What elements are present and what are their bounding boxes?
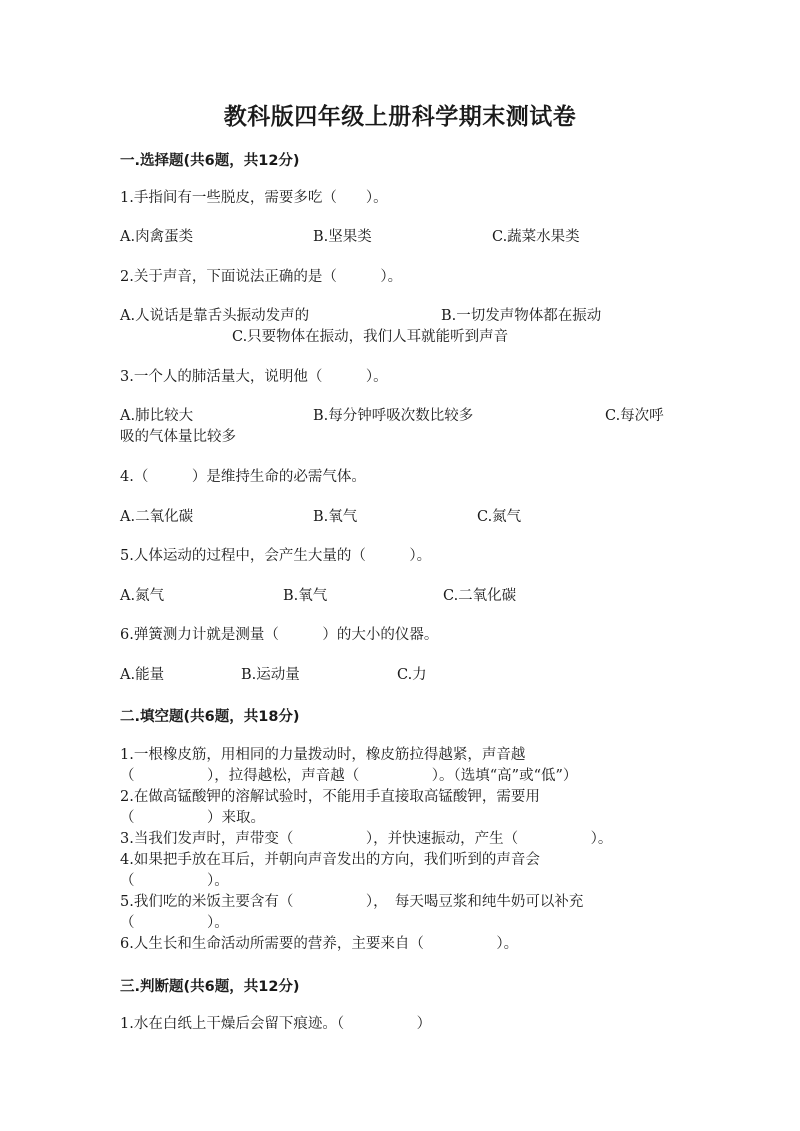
question-stem: 2.关于声音，下面说法正确的是（ ）。: [120, 269, 403, 285]
fill-line: 6.人生长和生命活动所需要的营养，主要来自（ ）。: [120, 936, 519, 952]
option-a: A.氮气: [120, 588, 165, 604]
option-a: A.二氧化碳: [120, 509, 194, 525]
option-b: B.氧气: [313, 509, 358, 525]
option-b: B.氧气: [283, 588, 328, 604]
page-title: 教科版四年级上册科学期末测试卷: [223, 104, 577, 130]
option-b: B.每分钟呼吸次数比较多: [313, 408, 474, 424]
question-stem: 6.弹簧测力计就是测量（ ）的大小的仪器。: [120, 627, 439, 643]
option-b: B.一切发声物体都在振动: [441, 308, 602, 324]
option-a: A.人说话是靠舌头振动发声的: [120, 308, 310, 324]
section-heading-judge: 三.判断题(共6题，共12分): [120, 979, 300, 995]
section-heading-choice: 一.选择题(共6题，共12分): [120, 153, 300, 169]
option-c: C.氮气: [477, 509, 522, 525]
question-stem: 5.人体运动的过程中，会产生大量的（ ）。: [120, 548, 432, 564]
option-c: C.二氧化碳: [443, 588, 517, 604]
option-c: C.每次呼: [605, 408, 664, 424]
option-b: B.运动量: [241, 667, 300, 683]
fill-line: （ ），拉得越松，声音越（ ）。（选填“高”或“低”）: [120, 768, 578, 784]
fill-line: 2.在做高锰酸钾的溶解试验时，不能用手直接取高锰酸钾，需要用: [120, 789, 540, 805]
option-a: A.肉禽蛋类: [120, 229, 194, 245]
option-b: B.坚果类: [313, 229, 372, 245]
question-stem: 1.手指间有一些脱皮，需要多吃（ ）。: [120, 190, 388, 206]
section-heading-fill: 二.填空题(共6题，共18分): [120, 709, 300, 725]
fill-line: 1.一根橡皮筋，用相同的力量拨动时，橡皮筋拉得越紧，声音越: [120, 747, 526, 763]
fill-line: 4.如果把手放在耳后，并朝向声音发出的方向，我们听到的声音会: [120, 852, 540, 868]
question-stem: 4.（ ）是维持生命的必需气体。: [120, 469, 366, 485]
option-a: A.能量: [120, 667, 165, 683]
question-stem: 1.水在白纸上干燥后会留下痕迹。（ ）: [120, 1016, 432, 1032]
fill-line: 5.我们吃的米饭主要含有（ ）， 每天喝豆浆和纯牛奶可以补充: [120, 894, 584, 910]
fill-line: 3.当我们发声时，声带变（ ），并快速振动，产生（ ）。: [120, 831, 613, 847]
option-c: C.力: [397, 667, 427, 683]
fill-line: （ ）来取。: [120, 810, 265, 826]
option-c-continued: 吸的气体量比较多: [120, 429, 236, 445]
option-c: C.只要物体在振动，我们人耳就能听到声音: [232, 329, 509, 345]
fill-line: （ ）。: [120, 873, 229, 889]
option-c: C.蔬菜水果类: [492, 229, 580, 245]
option-a: A.肺比较大: [120, 408, 194, 424]
question-stem: 3.一个人的肺活量大，说明他（ ）。: [120, 369, 388, 385]
fill-line: （ ）。: [120, 915, 229, 931]
